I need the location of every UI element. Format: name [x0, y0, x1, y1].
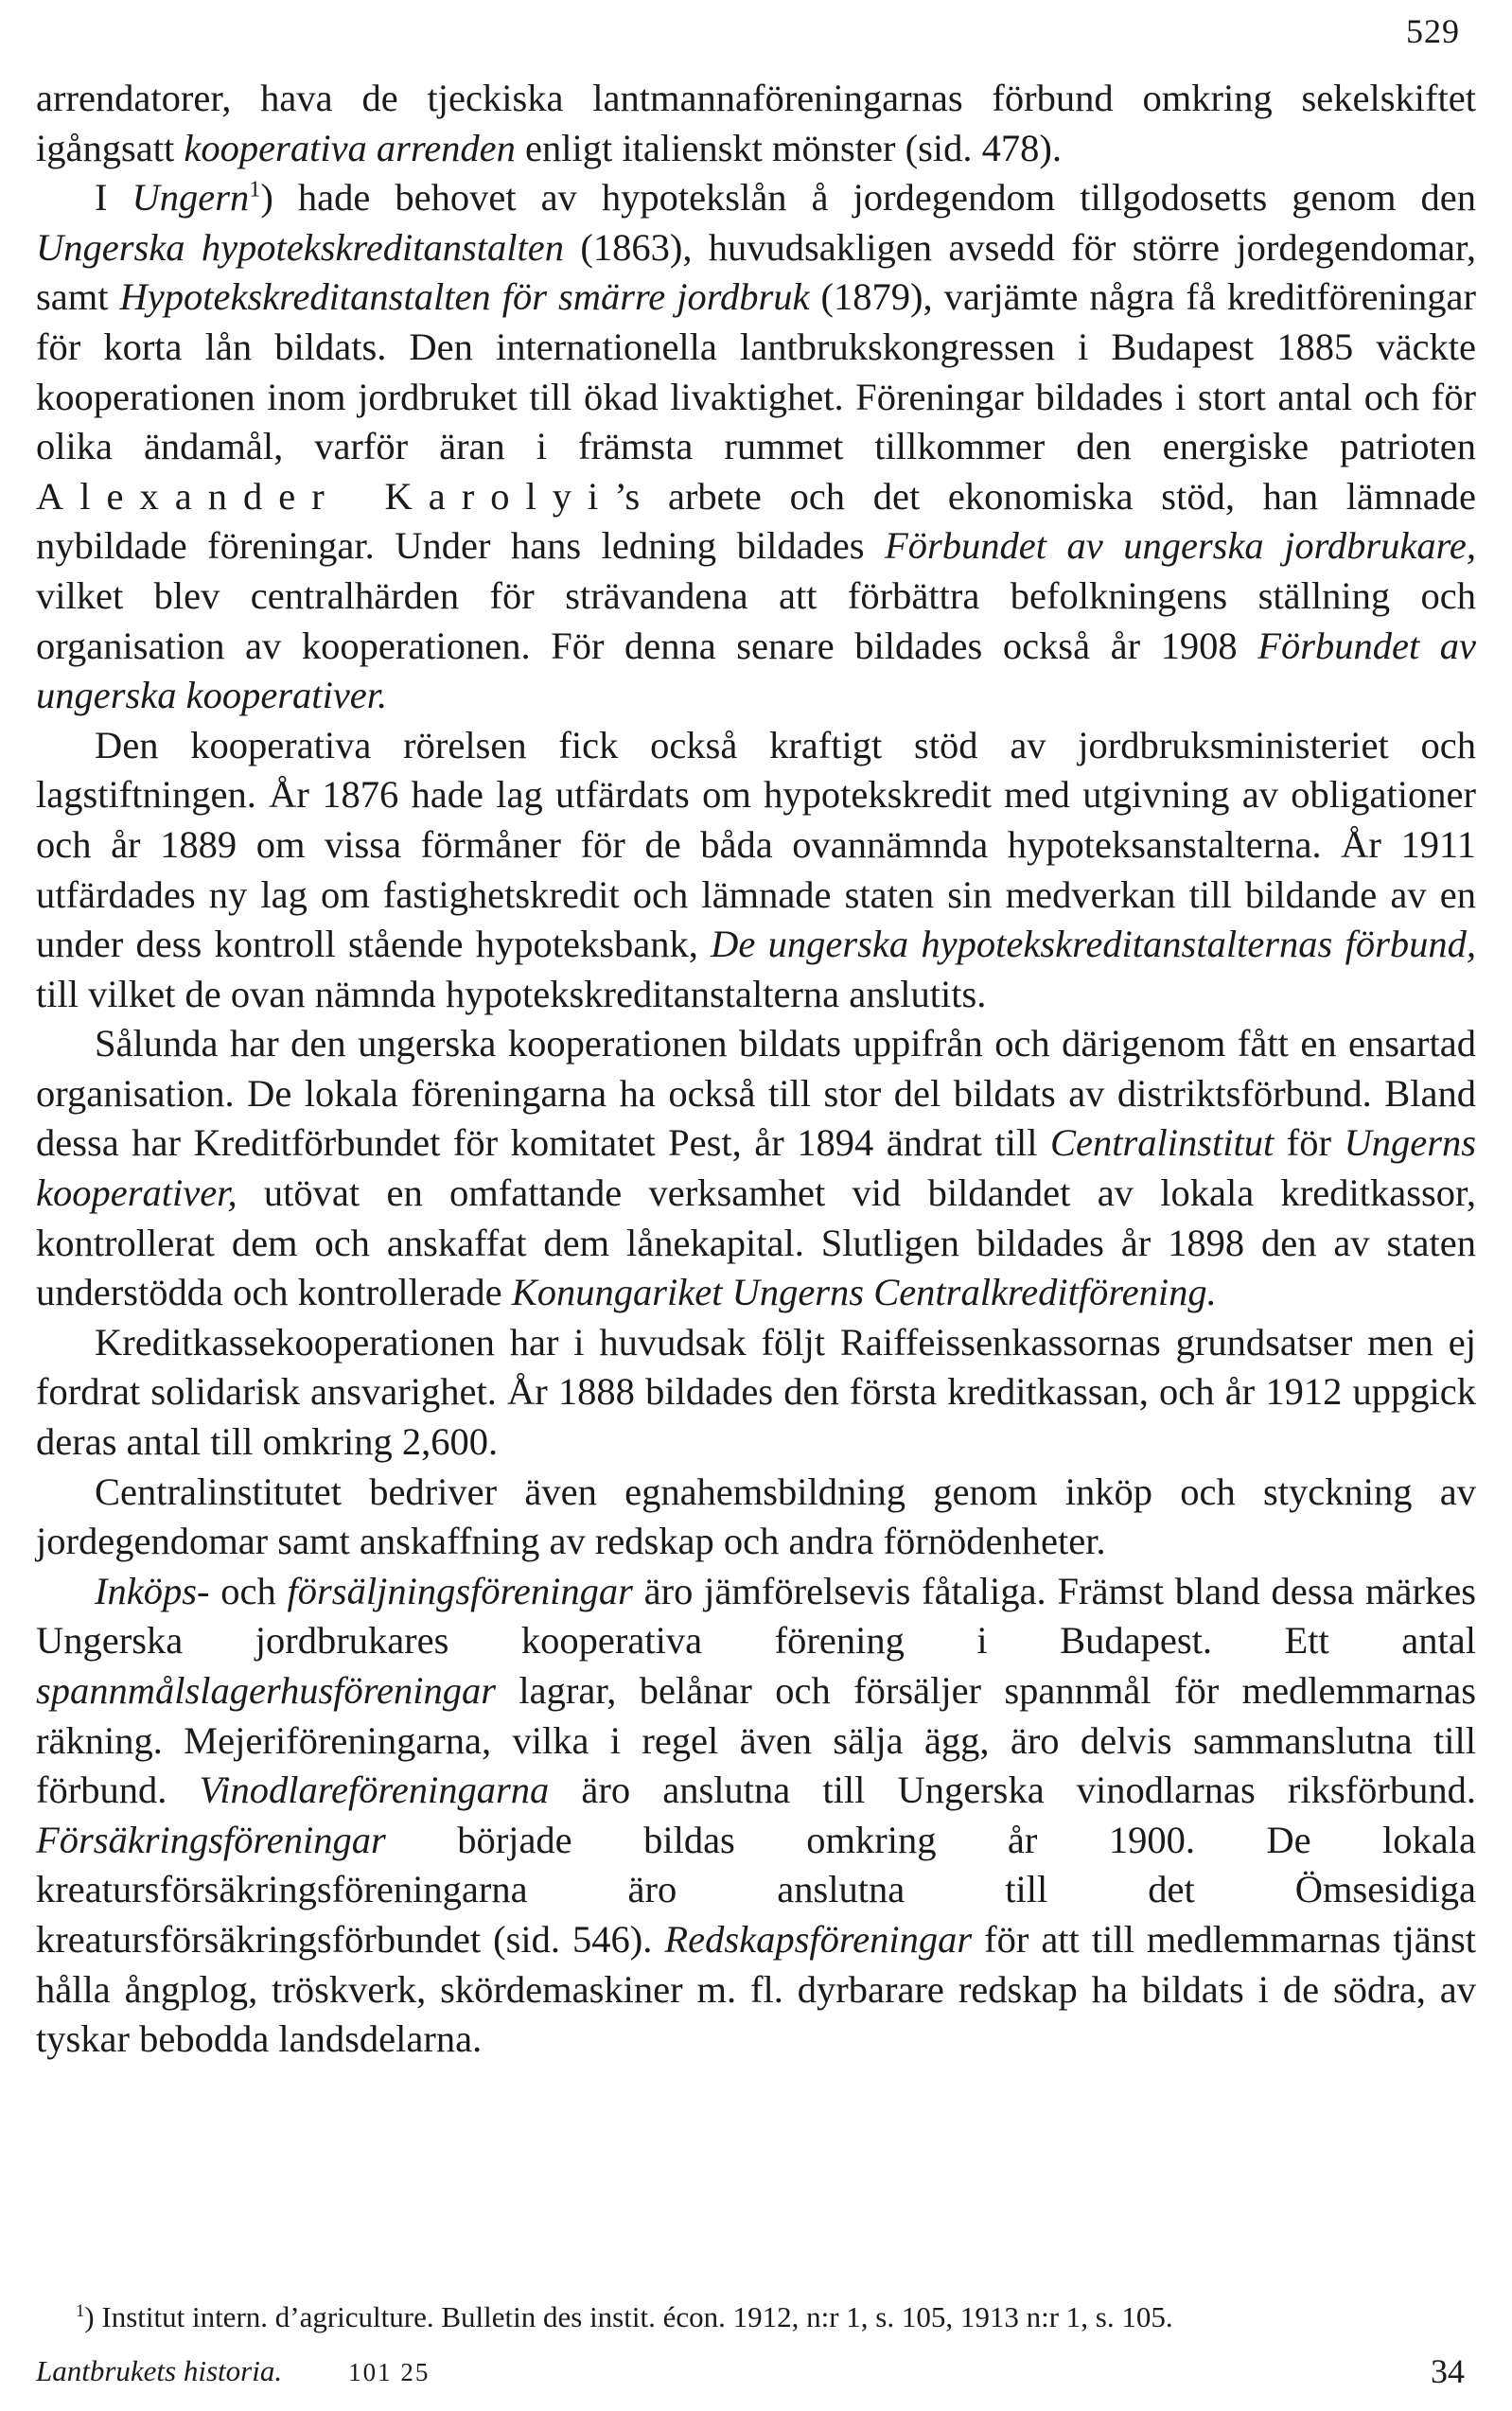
text-run: utövat en omfattande verksamhet vid bildandet av lokala kreditkassor, kontrollerat dem och anskaffat dem lånekapital. Slutligen bildades år 1898 den av staten understödda och kontrollerade — [36, 1171, 1476, 1314]
italic-term: Ungerns kooperativer, — [36, 1121, 1476, 1215]
footnote-text: ) Institut intern. d’agriculture. Bulletin des instit. écon. 1912, n:r 1, s. 105, 1913 n:r 1, s. 105. — [84, 2300, 1173, 2333]
book-title: Lantbrukets historia. — [36, 2354, 283, 2387]
italic-term: Förbundet av ungerska jordbrukare, — [885, 524, 1476, 568]
text-run: Kreditkassekooperationen har i huvudsak följt Raiffeissenkassornas grundsatser men ej fordrat solidarisk ansvarighet. År 1888 bildades den första kreditkassan, och år 1912 uppgick deras antal till omkring 2,600. — [36, 1320, 1476, 1464]
paragraph — [36, 1567, 1476, 2065]
text-run: (1863), huvudsakligen avsedd för större jordegendomar, samt — [36, 225, 1477, 319]
text-run: enligt italienskt mönster (sid. 478). — [515, 126, 1062, 169]
text-run: Sålunda har den ungerska kooperationen bildats uppifrån och därigenom fått en ensartad organisation. De lokala föreningarna ha också till stor del bildats av distriktsförbund. Bland dessa har Kreditförbundet för komitatet Pest, år 1894 ändrat till — [36, 1022, 1476, 1165]
italic-term: Centralinstitut — [1049, 1121, 1275, 1165]
spaced-name: Alexander Karolyi — [36, 474, 615, 518]
text-run: (1879), varjämte några få kreditföreningar för korta lån bildats. Den internationella lantbrukskongressen i Budapest 1885 väckte kooperationen inom jordbruket till ökad livaktighet. Föreningar bildades i stort antal och för olika ändamål, varför äran i främsta rummet tillkommer den energiske patrioten — [36, 275, 1476, 468]
text-run: lagrar, belånar och försäljer spannmål för medlemmarnas räkning. Mejeriföreningarna, vilka i regel även sälja ägg, äro delvis sammanslutna till förbund. — [36, 1669, 1476, 1812]
text-run: arrendatorer, hava de tjeckiska lantmannaföreningarnas förbund omkring sekelskiftet igångsatt — [36, 77, 1476, 169]
paragraph — [36, 173, 1476, 721]
printer-signature: 101 25 — [348, 2358, 431, 2386]
paragraph — [36, 74, 1476, 173]
body-text — [36, 74, 1476, 2065]
text-run: för — [1274, 1121, 1345, 1165]
footnote-marker: 1 — [249, 176, 261, 202]
text-run: Centralinstitutet bedriver även egnahemsbildning genom inköp och styckning av jordegendomar samt anskaffning av redskap och andra förnödenheter. — [36, 1469, 1476, 1563]
page-number: 529 — [1406, 12, 1460, 50]
paragraph — [36, 1019, 1476, 1318]
paragraph — [36, 1468, 1476, 1567]
text-run: för att till medlemmarnas tjänst hålla ångplog, tröskverk, skördemaskiner m. fl. dyrbarare redskap ha bildats i de södra, av tyskar bebodda landsdelarna. — [36, 1917, 1476, 2061]
italic-term: Inköps- — [95, 1569, 210, 1612]
italic-term: Ungerska hypotekskreditanstalten — [36, 225, 564, 269]
italic-term: Redskapsföreningar — [664, 1917, 973, 1961]
text-run: äro jämförelsevis fåtaliga. Främst bland dessa märkes Ungerska jordbrukares kooperativa förening i Budapest. Ett antal — [36, 1569, 1476, 1663]
italic-term: De ungerska hypotekskreditanstalternas förbund, — [711, 923, 1476, 966]
text-run: ) hade behovet av hypotekslån å jordegendom tillgodosetts genom den — [260, 176, 1476, 220]
italic-term: kooperativa arrenden — [184, 126, 516, 169]
italic-term: Förbundet av ungerska kooperativer. — [36, 624, 1476, 717]
italic-term: försäljningsföreningar — [287, 1569, 633, 1612]
text-run: äro anslutna till Ungerska vinodlarnas riksförbund. — [549, 1769, 1476, 1812]
footnote-marker: 1 — [76, 2300, 85, 2321]
text-run: I — [95, 176, 132, 220]
italic-term: Ungern — [132, 176, 250, 220]
text-run: vilket blev centralhärden för strävandena att förbättra befolkningens ställning och organisation av kooperationen. För denna senare bildades också år 1908 — [36, 573, 1476, 667]
text-run: ’s arbete och det ekonomiska stöd, han lämnade nybildade föreningar. Under hans ledning bildades — [36, 474, 1476, 568]
italic-term: Vinodlareföreningarna — [199, 1769, 550, 1812]
italic-term: Hypotekskreditanstalten för smärre jordbruk — [119, 275, 810, 319]
sheet-number: 34 — [1431, 2352, 1465, 2390]
paragraph — [36, 1318, 1476, 1468]
italic-term: spannmålslagerhusföreningar — [36, 1669, 497, 1712]
page-footer — [36, 2353, 1476, 2390]
italic-term: Konungariket Ungerns Centralkreditförening. — [511, 1271, 1217, 1314]
text-run: Den kooperativa rörelsen fick också kraftigt stöd av jordbruksministeriet och lagstiftningen. År 1876 hade lag utfärdats om hypotekskredit med utgivning av obligationer och år 1889 om vissa förmåner för de båda ovannämnda hypoteksanstalterna. År 1911 utfärdades ny lag om fastighetskredit och lämnade staten sin medverkan till bildande av en under dess kontroll stående hypoteksbank, — [36, 723, 1476, 966]
text-run: och — [209, 1569, 288, 1612]
italic-term: Försäkringsföreningar — [36, 1818, 386, 1861]
footnote — [76, 2299, 1476, 2335]
text-run: började bildas omkring år 1900. De lokala kreatursförsäkringsföreningarna äro anslutna till det Ömsesidiga kreatursförsäkringsförbundet (sid. 546). — [36, 1818, 1476, 1961]
paragraph — [36, 721, 1476, 1020]
text-run: till vilket de ovan nämnda hypotekskreditanstalterna anslutits. — [36, 972, 987, 1015]
